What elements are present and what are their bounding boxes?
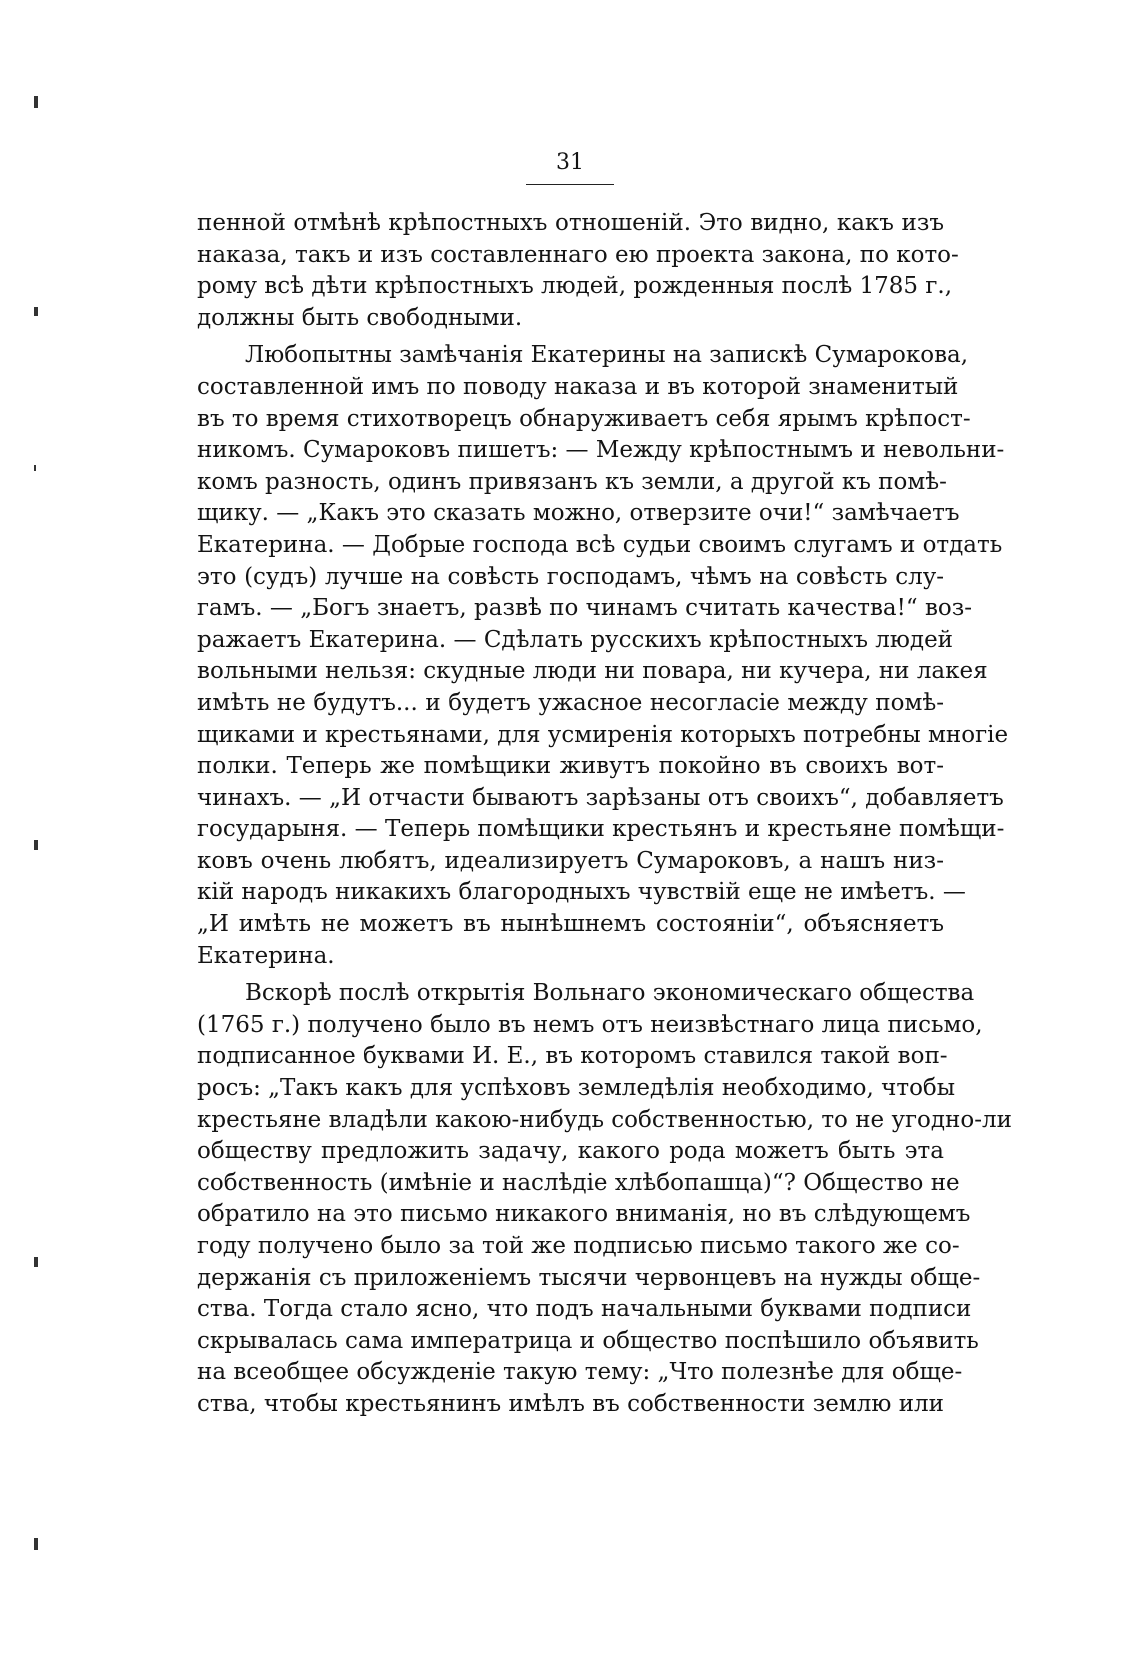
page-number-rule xyxy=(526,184,614,185)
scan-mark xyxy=(34,465,36,471)
scan-mark xyxy=(34,307,38,316)
paragraph xyxy=(197,208,959,334)
text-line: Вскорѣ послѣ открытія Вольнаго экономическаго общества xyxy=(245,980,975,1007)
text-line: ковъ очень любятъ, идеализируетъ Сумароковъ, а нашъ низ- xyxy=(197,847,944,874)
text-line: пенной отмѣнѣ крѣпостныхъ отношеній. Это видно, какъ изъ xyxy=(197,210,944,236)
scan-mark xyxy=(34,1538,38,1550)
text-line: обществу предложить задачу, какого рода можетъ быть эта xyxy=(197,1138,944,1165)
text-line: году получено было за той же подписью письмо такого же со- xyxy=(197,1233,960,1259)
text-line: наказа, такъ и изъ составленнаго ею проекта закона, по кото- xyxy=(197,241,959,268)
text-line: имѣть не будутъ... и будетъ ужасное несогласіе между помѣ- xyxy=(197,689,944,716)
text-line: кій народъ никакихъ благородныхъ чувствій еще не имѣетъ. — xyxy=(197,879,966,906)
text-line: составленной имъ по поводу наказа и въ которой знаменитый xyxy=(197,373,959,400)
text-line: государыня. — Теперь помѣщики крестьянъ и крестьяне помѣщи- xyxy=(197,816,1005,843)
text-line: щиками и крестьянами, для усмиренія которыхъ потребны многіе xyxy=(197,721,1009,748)
text-line: подписанное буквами И. Е., въ которомъ ставился такой воп- xyxy=(197,1043,948,1070)
text-line: Екатерина. — Добрые господа всѣ судьи своимъ слугамъ и отдать xyxy=(197,531,1003,558)
paragraph xyxy=(197,340,1009,972)
text-line: должны быть свободными. xyxy=(197,304,523,331)
text-line: ства, чтобы крестьянинъ имѣлъ въ собственности землю или xyxy=(197,1390,944,1417)
text-line: на всеобщее обсужденіе такую тему: „Что полезнѣе для обще- xyxy=(197,1359,963,1386)
text-line: чинахъ. — „И отчасти бываютъ зарѣзаны отъ своихъ“, добавляетъ xyxy=(197,784,1004,811)
text-line: обратило на это письмо никакого вниманія, но въ слѣдующемъ xyxy=(197,1201,971,1228)
text-line: ства. Тогда стало ясно, что подъ начальными буквами подписи xyxy=(197,1296,972,1323)
paragraph xyxy=(197,978,1012,1420)
text-line: рому всѣ дѣти крѣпостныхъ людей, рожденныя послѣ 1785 г., xyxy=(197,273,953,300)
text-line: Екатерина. xyxy=(197,942,335,969)
page-number: 31 xyxy=(556,150,584,175)
text-line: полки. Теперь же помѣщики живутъ покойно въ своихъ вот- xyxy=(197,753,944,780)
text-line: держанія съ приложеніемъ тысячи червонцевъ на нужды обще- xyxy=(197,1264,981,1291)
text-line: собственность (имѣніе и наслѣдіе хлѣбопашца)“? Общество не xyxy=(197,1169,960,1196)
text-line: крестьяне владѣли какою-нибудь собственностью, то не угодно-ли xyxy=(197,1106,1012,1133)
text-line: росъ: „Такъ какъ для успѣховъ земледѣлія необходимо, чтобы xyxy=(197,1075,956,1102)
text-line: ражаетъ Екатерина. — Сдѣлать русскихъ крѣпостныхъ людей xyxy=(197,626,954,653)
text-line: щику. — „Какъ это сказать можно, отверзите очи!“ замѣчаетъ xyxy=(197,500,960,527)
text-line: скрывалась сама императрица и общество поспѣшило объявить xyxy=(197,1327,979,1354)
text-line: „И имѣть не можетъ въ нынѣшнемъ состояніи“, объясняетъ xyxy=(197,911,944,938)
scan-mark xyxy=(34,1257,38,1267)
text-line: вольными нельзя: скудные люди ни повара, ни кучера, ни лакея xyxy=(197,658,988,685)
text-line: гамъ. — „Богъ знаетъ, развѣ по чинамъ считать качества!“ воз- xyxy=(197,595,973,622)
scan-mark xyxy=(34,840,38,850)
body-text xyxy=(197,208,1012,1421)
text-line: (1765 г.) получено было въ немъ отъ неизвѣстнаго лица письмо, xyxy=(197,1011,983,1038)
text-line: комъ разность, одинъ привязанъ къ земли, а другой къ помѣ- xyxy=(197,468,947,495)
text-line: это (судъ) лучше на совѣсть господамъ, чѣмъ на совѣсть слу- xyxy=(197,563,944,590)
text-line: въ то время стихотворецъ обнаруживаетъ себя ярымъ крѣпост- xyxy=(197,405,971,432)
text-line: никомъ. Сумароковъ пишетъ: — Между крѣпостнымъ и невольни- xyxy=(197,437,1005,464)
scan-mark xyxy=(34,96,38,108)
text-line: Любопытны замѣчанія Екатерины на запискѣ Сумарокова, xyxy=(245,342,969,369)
